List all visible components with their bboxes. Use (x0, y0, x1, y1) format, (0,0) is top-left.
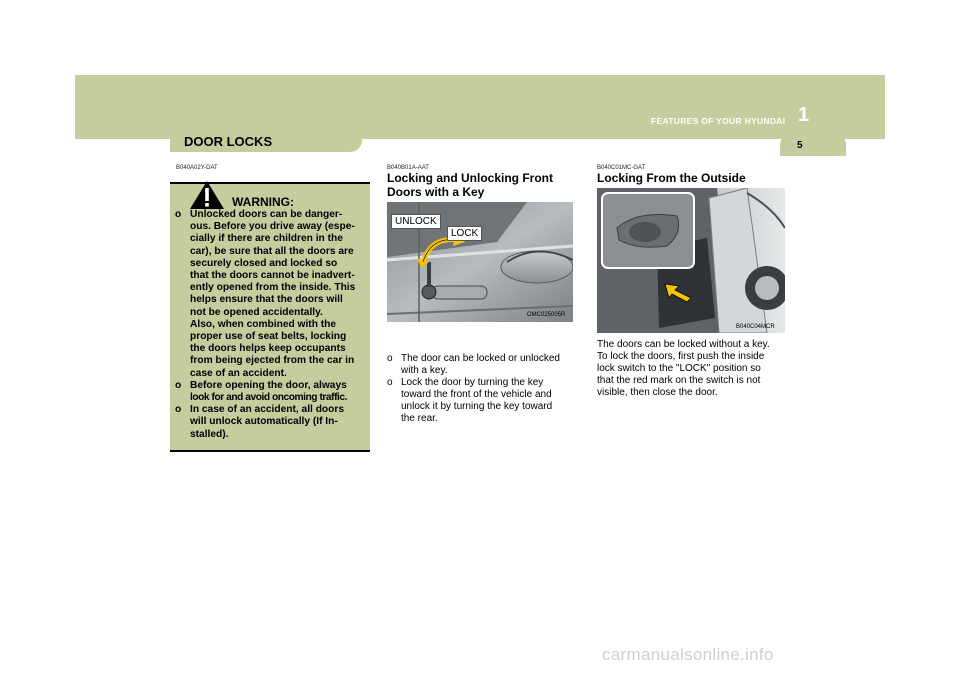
warning-line: car), be sure that all the doors are (190, 245, 354, 257)
instruction-line: with a key. (401, 365, 448, 376)
warning-item-first: o Before opening the door, always (175, 380, 366, 392)
warning-line: ous. Before you drive away (espe- (190, 221, 355, 233)
warning-item-first: o In case of an accident, all doors (175, 404, 366, 416)
warning-line: ently opened from the inside. This (190, 282, 356, 294)
instruction-first: o Lock the door by turning the key (387, 377, 575, 389)
key-title-line: Doors with a Key (387, 184, 485, 199)
warning-line: look for and avoid oncoming traffic. (190, 392, 347, 404)
warning-line: securely closed and locked so (190, 257, 338, 269)
warning-line: cially if there are children in the (190, 233, 343, 245)
warning-line: will unlock automatically (If In- (190, 416, 338, 428)
warning-line: from being ejected from the car in (190, 355, 355, 367)
instruction-line: unlock it by turning the key toward (401, 401, 553, 412)
instruction-line: lock switch to the "LOCK" position so (597, 363, 761, 374)
warning-line: helps ensure that the doors will (190, 294, 343, 306)
warning-item (175, 404, 366, 441)
instruction-line: the rear. (401, 413, 438, 424)
outside-instructions (597, 339, 787, 399)
key-section-title (387, 172, 553, 199)
warning-title: WARNING: (232, 195, 294, 209)
instruction-line: that the red mark on the switch is not (597, 375, 761, 386)
outside-section-title: Locking From the Outside (597, 171, 746, 185)
unlock-label: UNLOCK (391, 214, 441, 229)
instruction-first: o The door can be locked or unlocked (387, 353, 575, 365)
instruction-line: visible, then close the door. (597, 387, 718, 398)
page-number: 5 (797, 140, 803, 151)
instruction-line: toward the front of the vehicle and (401, 389, 552, 400)
instruction-line: To lock the doors, first push the inside (597, 351, 765, 362)
warning-item-first: o Unlocked doors can be danger- (175, 209, 366, 221)
watermark: carmanualsonline.info (602, 645, 774, 664)
warning-line: not be opened accidentally. (190, 306, 323, 318)
key-instructions (387, 353, 575, 425)
page-tab (780, 134, 846, 156)
figure-code: B040C04MCR (736, 324, 775, 330)
instruction-line: The doors can be locked without a key. (597, 339, 770, 350)
warning-item (175, 380, 366, 404)
key-title-line: Locking and Unlocking Front (387, 171, 553, 185)
open-door-illustration (597, 188, 785, 333)
outside-lock-figure (597, 188, 785, 333)
section-title: DOOR LOCKS (184, 134, 273, 149)
key-section-code: B040B01A-AAT (387, 165, 429, 171)
warning-triangle-icon (189, 180, 225, 210)
lock-switch-arrow-icon (663, 282, 693, 304)
lock-label: LOCK (447, 226, 482, 241)
warning-line: Also, when combined with the (190, 318, 337, 330)
warning-line: proper use of seat belts, locking (190, 331, 347, 343)
figure-code: OMC025005R (527, 312, 566, 318)
chapter-number: 1 (798, 104, 810, 126)
warning-line: the doors helps keep occupants (190, 343, 346, 355)
header-title: FEATURES OF YOUR HYUNDAI (651, 116, 786, 126)
warning-line: stalled). (190, 428, 229, 440)
outside-section-code: B040C01MC-GAT (597, 165, 646, 171)
warning-item (175, 209, 366, 380)
key-lock-figure (387, 202, 573, 322)
warning-line: case of an accident. (190, 367, 287, 379)
instruction-item (387, 353, 575, 377)
instruction-item (387, 377, 575, 425)
warning-list (175, 209, 366, 441)
warning-line: that the doors cannot be inadvert- (190, 270, 355, 282)
warning-code: B040A02Y-DAT (176, 165, 218, 171)
